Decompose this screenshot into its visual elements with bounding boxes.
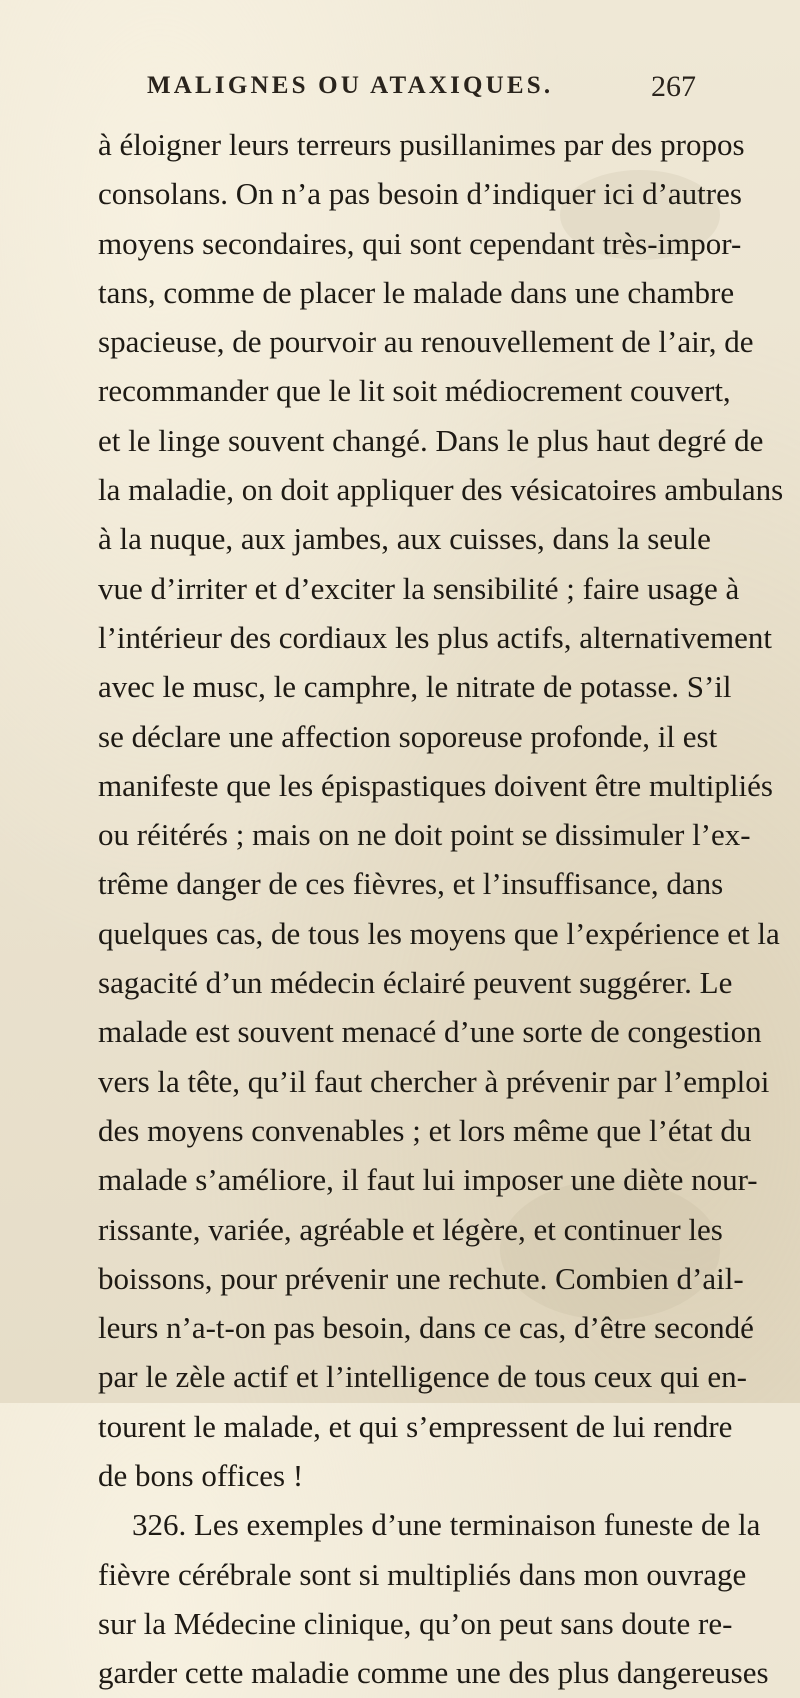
text-line: ou réitérés ; mais on ne doit point se dissimuler l’ex- bbox=[98, 817, 751, 853]
text-line: par le zèle actif et l’intelligence de tous ceux qui en- bbox=[98, 1359, 747, 1395]
text-line: se déclare une affection soporeuse profonde, il est bbox=[98, 718, 718, 754]
text-line: des moyens convenables ; et lors même que l’état du bbox=[98, 1112, 752, 1148]
text-line: à éloigner leurs terreurs pusillanimes par des propos bbox=[98, 127, 745, 162]
text-line: malade s’améliore, il faut lui imposer une diète nour- bbox=[98, 1162, 758, 1198]
text-line: vue d’irriter et d’exciter la sensibilité ; faire usage à bbox=[98, 570, 740, 606]
page-number: 267 bbox=[651, 70, 696, 103]
section-326-start-line: 326. Les exemples d’une terminaison funeste de la bbox=[132, 1507, 761, 1543]
text-line: leurs n’a-t-on pas besoin, dans ce cas, d’être secondé bbox=[98, 1310, 754, 1346]
text-line: vers la tête, qu’il faut chercher à prévenir par l’emploi bbox=[98, 1063, 770, 1099]
body-text bbox=[98, 120, 784, 1698]
text-line: quelques cas, de tous les moyens que l’expérience et la bbox=[98, 915, 780, 951]
paragraph-end-line: de bons offices ! bbox=[98, 1458, 304, 1494]
running-head bbox=[0, 72, 800, 112]
text-line: consolans. On n’a pas besoin d’indiquer ici d’autres bbox=[98, 176, 742, 212]
text-line: fièvre cérébrale sont si multipliés dans mon ouvrage bbox=[98, 1556, 747, 1592]
text-line: la maladie, on doit appliquer des vésicatoires ambulans bbox=[98, 472, 784, 508]
text-line: à la nuque, aux jambes, aux cuisses, dans la seule bbox=[98, 521, 711, 557]
text-line: sur la Médecine clinique, qu’on peut sans doute re- bbox=[98, 1605, 733, 1641]
text-line: et le linge souvent changé. Dans le plus haut degré de bbox=[98, 422, 764, 458]
text-line: avec le musc, le camphre, le nitrate de potasse. S’il bbox=[98, 669, 732, 705]
text-line: l’intérieur des cordiaux les plus actifs, alternativement bbox=[98, 619, 773, 655]
running-head-title: MALIGNES OU ATAXIQUES. bbox=[147, 72, 554, 99]
text-line: spacieuse, de pourvoir au renouvellement de l’air, de bbox=[98, 324, 754, 360]
text-line: manifeste que les épispastiques doivent être multipliés bbox=[98, 767, 773, 803]
text-line: tans, comme de placer le malade dans une chambre bbox=[98, 274, 735, 310]
text-line: trême danger de ces fièvres, et l’insuffisance, dans bbox=[98, 866, 724, 902]
text-line: malade est souvent menacé d’une sorte de congestion bbox=[98, 1014, 762, 1050]
text-line: recommander que le lit soit médiocrement couvert, bbox=[98, 373, 731, 409]
text-line: tourent le malade, et qui s’empressent de lui rendre bbox=[98, 1408, 733, 1444]
text-line: boissons, pour prévenir une rechute. Combien d’ail- bbox=[98, 1260, 744, 1296]
text-line: sagacité d’un médecin éclairé peuvent suggérer. Le bbox=[98, 965, 733, 1001]
text-line: garder cette maladie comme une des plus dangereuses bbox=[98, 1655, 769, 1691]
text-line: moyens secondaires, qui sont cependant très-impor- bbox=[98, 225, 742, 261]
text-line: rissante, variée, agréable et légère, et continuer les bbox=[98, 1211, 723, 1247]
